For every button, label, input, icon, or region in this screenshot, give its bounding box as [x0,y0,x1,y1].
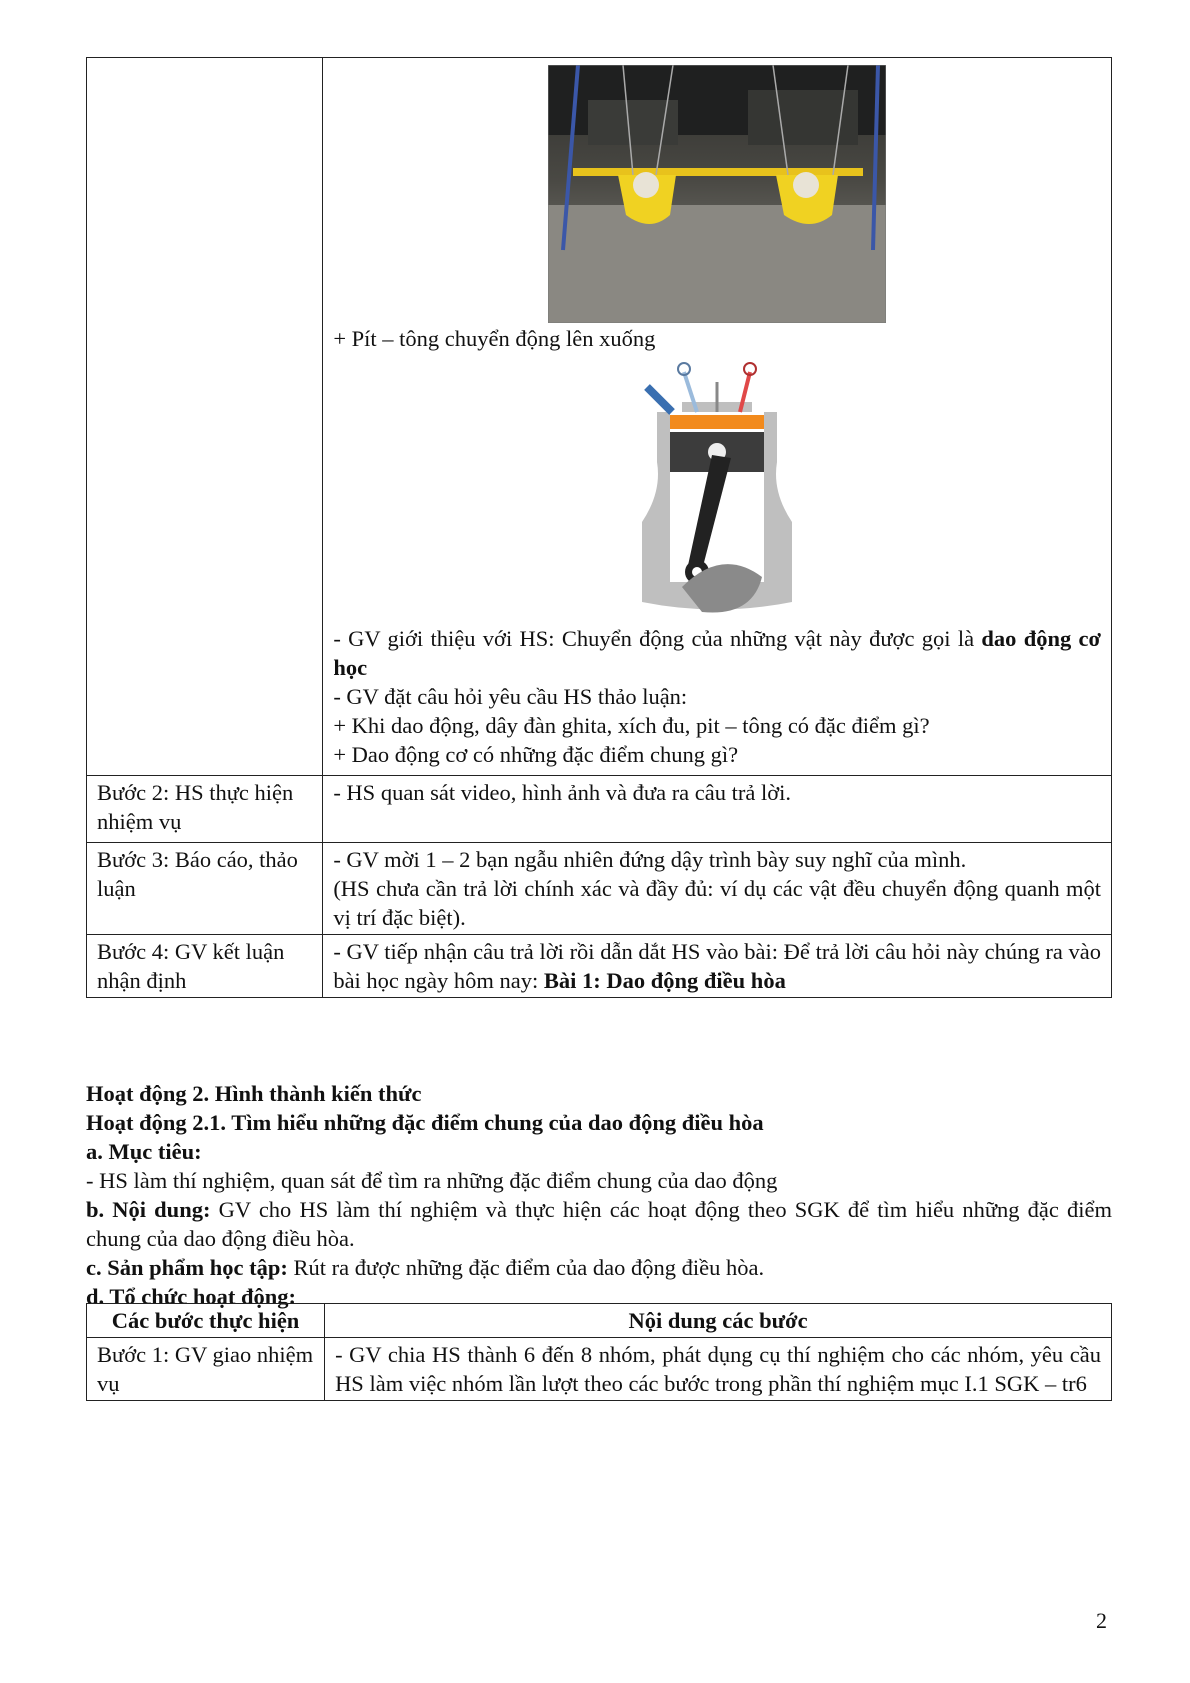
table-row [87,1338,1112,1401]
step3-line-2: (HS chưa cần trả lời chính xác và đầy đủ: ví dụ các vật đều chuyển động quanh một vị trí đặc biệt). [333,876,1101,930]
step3-line-1: - GV mời 1 – 2 bạn ngẫu nhiên đứng dậy trình bày suy nghĩ của mình. [333,847,967,872]
content-label: b. Nội dung: [86,1197,211,1222]
header-content: Nội dung các bước [325,1304,1112,1338]
heading-activity-2-1 [86,1108,1112,1137]
heading-activity-2-1-text: Hoạt động 2.1. Tìm hiểu những đặc điểm chung của dao động điều hòa [86,1110,764,1135]
piston-caption: + Pít – tông chuyển động lên xuống [333,326,656,351]
objective-text: - HS làm thí nghiệm, quan sát để tìm ra những đặc điểm chung của dao động [86,1168,778,1193]
gv-intro-bold: dao động cơ học [333,626,1101,680]
step2-content: - HS quan sát video, hình ảnh và đưa ra câu trả lời. [323,776,1112,843]
product-text: Rút ra được những đặc điểm của dao động điều hòa. [287,1255,765,1280]
table-row [87,776,1112,843]
organize-label-text: d. Tổ chức hoạt động: [86,1284,297,1309]
step1-content: - GV chia HS thành 6 đến 8 nhóm, phát dụng cụ thí nghiệm cho các nhóm, yêu cầu HS làm việc nhóm lần lượt theo các bước trong phần thí nghiệm mục I.1 SGK – tr6 [325,1338,1112,1401]
heading-activity-2 [86,1079,1112,1108]
gv-intro [333,624,1101,682]
table-row [87,58,1112,776]
content-text: GV cho HS làm thí nghiệm và thực hiện các hoạt động theo SGK để tìm hiểu những đặc điểm chung của dao động điều hòa. [86,1197,1113,1251]
gv-question: - GV đặt câu hỏi yêu cầu HS thảo luận: [333,684,688,709]
step4-text: - GV tiếp nhận câu trả lời rồi dẫn dắt HS vào bài: Để trả lời câu hỏi này chúng ra vào bài học ngày hôm nay: [333,939,1101,993]
product-paragraph [86,1253,1112,1282]
heading-activity-2-text: Hoạt động 2. Hình thành kiến thức [86,1081,422,1106]
objective-label [86,1137,1112,1166]
step4-content [323,935,1112,998]
content-paragraph [86,1195,1112,1253]
question-1: + Khi dao động, dây đàn ghita, xích đu, pit – tông có đặc điểm gì? [333,713,930,738]
table-row [87,843,1112,935]
activity-2-section [86,1079,1112,1311]
product-label: c. Sản phẩm học tập: [86,1255,288,1280]
header-steps: Các bước thực hiện [87,1304,325,1338]
activity-table-2 [86,1303,1112,1401]
step1-label: Bước 1: GV giao nhiệm vụ [87,1338,325,1401]
step3-label: Bước 3: Báo cáo, thảo luận [87,843,323,935]
table-header-row [87,1304,1112,1338]
objective-label-text: a. Mục tiêu: [86,1139,202,1164]
content-cell [323,58,1112,776]
step4-label: Bước 4: GV kết luận nhận định [87,935,323,998]
gv-intro-text: - GV giới thiệu với HS: Chuyển động của những vật này được gọi là [333,626,982,651]
activity-table-1 [86,57,1112,998]
lesson-title: Bài 1: Dao động điều hòa [543,968,786,993]
step3-content [323,843,1112,935]
table-row [87,935,1112,998]
step2-label: Bước 2: HS thực hiện nhiệm vụ [87,776,323,843]
question-2: + Dao động cơ có những đặc điểm chung gì? [333,742,739,767]
piston-diagram [642,357,792,622]
swing-photo [548,65,886,323]
empty-step-cell [87,58,323,776]
page-number: 2 [1096,1608,1107,1633]
